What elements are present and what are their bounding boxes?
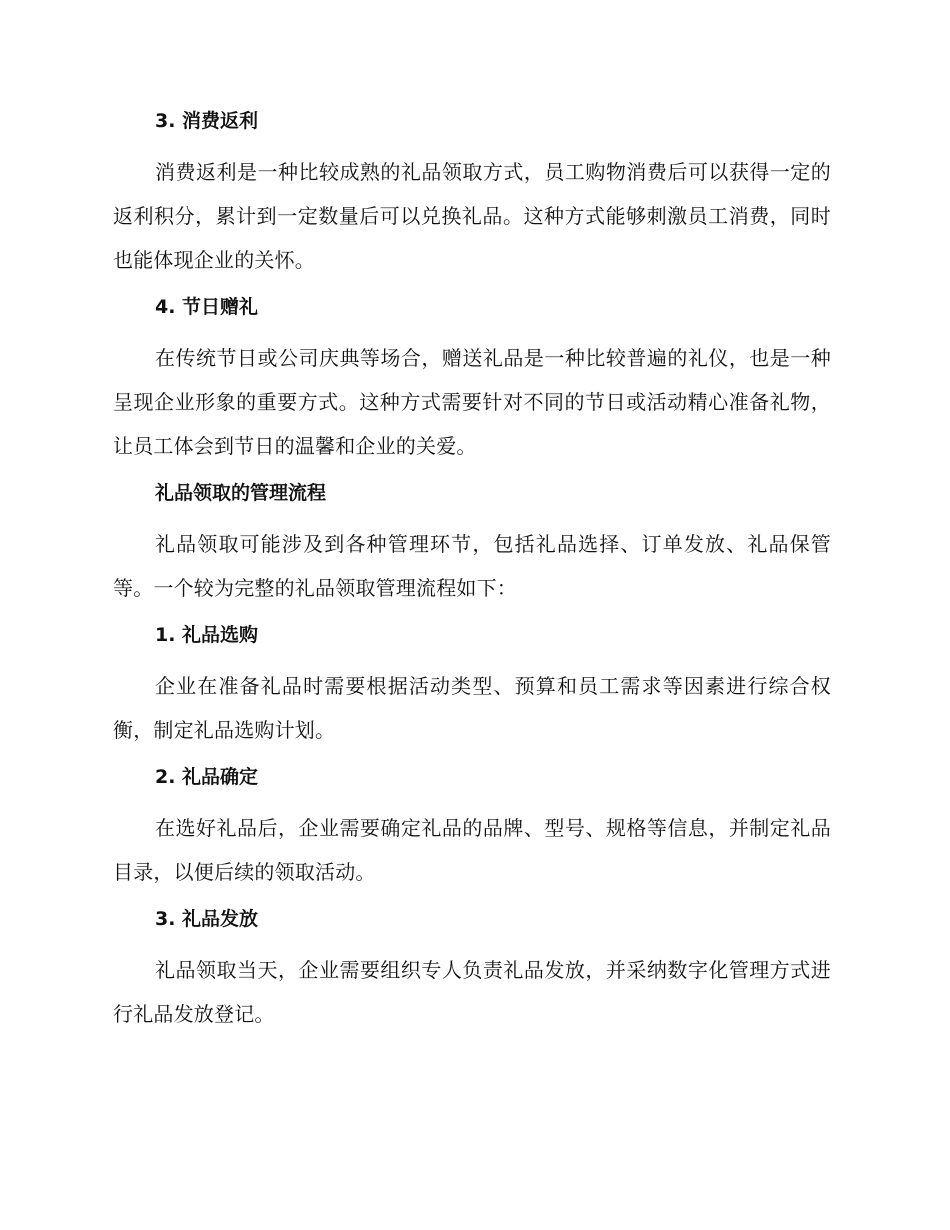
section-consumption-rebate — [113, 106, 831, 292]
section-heading: 3. 礼品发放 — [155, 908, 259, 930]
section-paragraph: 礼品领取当天，企业需要组织专人负责礼品发放，并采纳数字化管理方式进行礼品发放登记。 — [113, 958, 831, 1026]
section-gift-distribution — [113, 904, 831, 1036]
section-heading: 礼品领取的管理流程 — [155, 482, 327, 504]
section-heading: 3. 消费返利 — [155, 110, 259, 132]
section-management-process — [113, 478, 831, 620]
section-paragraph: 消费返利是一种比较成熟的礼品领取方式，员工购物消费后可以获得一定的返利积分，累计到一定数量后可以兑换礼品。这种方式能够刺激员工消费，同时也能体现企业的关怀。 — [113, 160, 831, 272]
section-heading: 2. 礼品确定 — [155, 766, 259, 788]
section-paragraph: 企业在准备礼品时需要根据活动类型、预算和员工需求等因素进行综合权衡，制定礼品选购计划。 — [113, 674, 831, 742]
section-paragraph: 礼品领取可能涉及到各种管理环节，包括礼品选择、订单发放、礼品保管等。一个较为完整的礼品领取管理流程如下： — [113, 532, 831, 600]
document-body — [113, 106, 831, 1036]
section-heading: 1. 礼品选购 — [155, 624, 259, 646]
section-holiday-gifts — [113, 292, 831, 478]
section-paragraph: 在传统节日或公司庆典等场合，赠送礼品是一种比较普遍的礼仪，也是一种呈现企业形象的重要方式。这种方式需要针对不同的节日或活动精心准备礼物，让员工体会到节日的温馨和企业的关爱。 — [113, 346, 831, 458]
section-gift-confirmation — [113, 762, 831, 904]
section-heading: 4. 节日赠礼 — [155, 296, 259, 318]
section-gift-selection — [113, 620, 831, 762]
section-paragraph: 在选好礼品后，企业需要确定礼品的品牌、型号、规格等信息，并制定礼品目录，以便后续的领取活动。 — [113, 816, 831, 884]
